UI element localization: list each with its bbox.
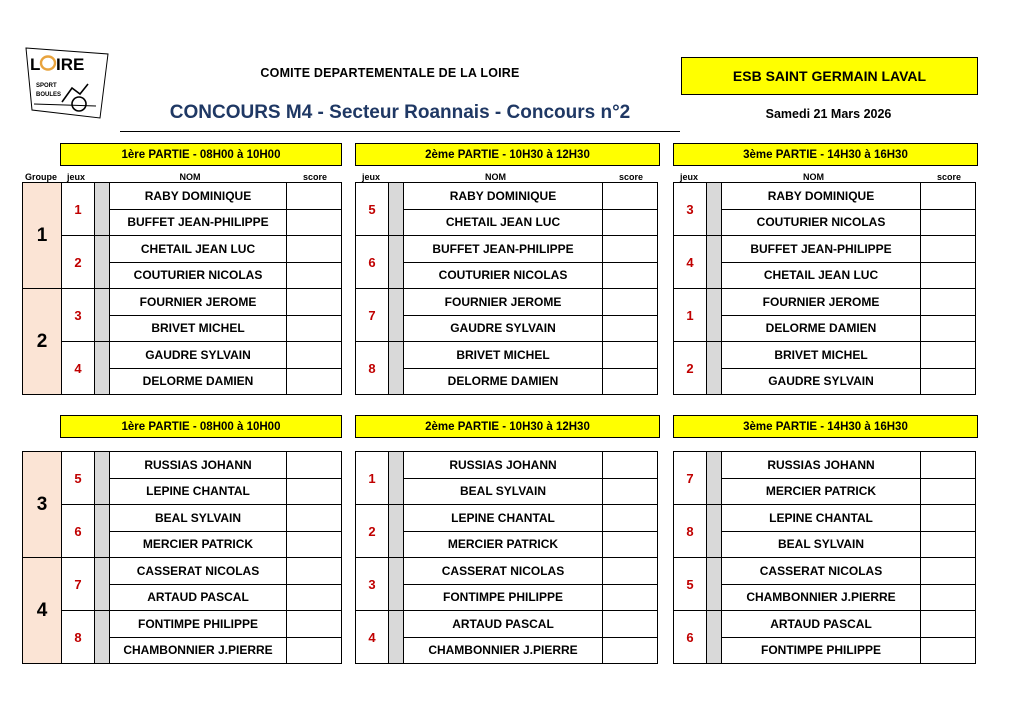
section2-column2	[355, 415, 658, 664]
title-divider	[120, 131, 680, 132]
score-cell[interactable]	[603, 368, 658, 395]
player-name: CHAMBONNIER J.PIERRE	[110, 637, 287, 664]
score-cell[interactable]	[921, 584, 976, 611]
player-name: RABY DOMINIQUE	[404, 183, 603, 210]
lane-marker	[707, 342, 722, 395]
score-cell[interactable]	[603, 584, 658, 611]
lane-marker	[707, 505, 722, 558]
score-cell[interactable]	[921, 236, 976, 263]
score-cell[interactable]	[921, 505, 976, 532]
group-number: 2	[23, 289, 62, 395]
header-score: score	[936, 172, 962, 182]
player-name: FONTIMPE PHILIPPE	[404, 584, 603, 611]
match-table-1-3	[673, 182, 976, 395]
match-table-1-1	[22, 182, 342, 395]
lane-marker	[389, 505, 404, 558]
header-nom: NOM	[485, 172, 506, 182]
table-row	[23, 289, 342, 316]
score-cell[interactable]	[921, 262, 976, 289]
player-name: CASSERAT NICOLAS	[110, 558, 287, 585]
player-name: CHAMBONNIER J.PIERRE	[404, 637, 603, 664]
score-cell[interactable]	[287, 183, 342, 210]
player-name: CASSERAT NICOLAS	[404, 558, 603, 585]
group-number: 1	[23, 183, 62, 289]
score-cell[interactable]	[287, 342, 342, 369]
player-name: CHAMBONNIER J.PIERRE	[722, 584, 921, 611]
lane-marker	[95, 289, 110, 342]
table-row	[674, 558, 976, 585]
game-number: 5	[356, 183, 389, 236]
game-number: 6	[62, 505, 95, 558]
game-number: 4	[356, 611, 389, 664]
lane-marker	[95, 236, 110, 289]
table-row	[356, 611, 658, 638]
player-name: COUTURIER NICOLAS	[722, 209, 921, 236]
table-row	[674, 289, 976, 316]
score-cell[interactable]	[921, 315, 976, 342]
player-name: GAUDRE SYLVAIN	[404, 315, 603, 342]
score-cell[interactable]	[287, 236, 342, 263]
table-row	[356, 289, 658, 316]
lane-marker	[389, 558, 404, 611]
lane-marker	[707, 611, 722, 664]
lane-marker	[389, 289, 404, 342]
score-cell[interactable]	[287, 452, 342, 479]
score-cell[interactable]	[287, 531, 342, 558]
player-name: GAUDRE SYLVAIN	[110, 342, 287, 369]
score-cell[interactable]	[287, 262, 342, 289]
lane-marker	[95, 611, 110, 664]
score-cell[interactable]	[603, 637, 658, 664]
player-name: RUSSIAS JOHANN	[404, 452, 603, 479]
lane-marker	[707, 183, 722, 236]
game-number: 3	[62, 289, 95, 342]
table-row	[356, 452, 658, 479]
table-row	[674, 183, 976, 210]
game-number: 1	[674, 289, 707, 342]
table-row	[356, 183, 658, 210]
player-name: FOURNIER JEROME	[722, 289, 921, 316]
player-name: BUFFET JEAN-PHILIPPE	[404, 236, 603, 263]
header-groupe: Groupe	[24, 172, 57, 182]
player-name: BRIVET MICHEL	[404, 342, 603, 369]
player-name: CASSERAT NICOLAS	[722, 558, 921, 585]
partie-banner-1-2: 2ème PARTIE - 10H30 à 12H30	[355, 143, 660, 166]
player-name: BRIVET MICHEL	[110, 315, 287, 342]
column-headers-1-2	[355, 166, 658, 182]
game-number: 8	[62, 611, 95, 664]
page-title: CONCOURS M4 - Secteur Roannais - Concours n°2	[169, 102, 631, 123]
player-name: DELORME DAMIEN	[110, 368, 287, 395]
match-table-2-1	[22, 451, 342, 664]
player-name: CHETAIL JEAN LUC	[404, 209, 603, 236]
player-name: COUTURIER NICOLAS	[404, 262, 603, 289]
score-cell[interactable]	[921, 531, 976, 558]
lane-marker	[95, 558, 110, 611]
score-cell[interactable]	[603, 183, 658, 210]
partie-banner-2-2: 2ème PARTIE - 10H30 à 12H30	[355, 415, 660, 438]
player-name: RABY DOMINIQUE	[722, 183, 921, 210]
game-number: 3	[674, 183, 707, 236]
lane-marker	[389, 236, 404, 289]
lane-marker	[707, 558, 722, 611]
table-row	[674, 611, 976, 638]
game-number: 3	[356, 558, 389, 611]
spacer	[355, 438, 658, 451]
score-cell[interactable]	[921, 478, 976, 505]
section1-column2	[355, 143, 658, 395]
lane-marker	[389, 611, 404, 664]
group-number: 3	[23, 452, 62, 558]
player-name: MERCIER PATRICK	[722, 478, 921, 505]
table-row	[674, 505, 976, 532]
lane-marker	[95, 452, 110, 505]
player-name: ARTAUD PASCAL	[404, 611, 603, 638]
player-name: BRIVET MICHEL	[722, 342, 921, 369]
table-row	[23, 611, 342, 638]
score-cell[interactable]	[603, 209, 658, 236]
lane-marker	[389, 342, 404, 395]
score-cell[interactable]	[921, 611, 976, 638]
player-name: BEAL SYLVAIN	[110, 505, 287, 532]
player-name: ARTAUD PASCAL	[722, 611, 921, 638]
player-name: RUSSIAS JOHANN	[110, 452, 287, 479]
section2-column3	[673, 415, 976, 664]
partie-banner-2-1: 1ère PARTIE - 08H00 à 10H00	[60, 415, 342, 438]
score-cell[interactable]	[287, 584, 342, 611]
match-table-2-2	[355, 451, 658, 664]
player-name: DELORME DAMIEN	[722, 315, 921, 342]
score-cell[interactable]	[287, 637, 342, 664]
table-row	[356, 342, 658, 369]
column-headers-1-3	[673, 166, 976, 182]
header-score: score	[618, 172, 644, 182]
svg-text:SPORT: SPORT	[36, 83, 57, 89]
score-cell[interactable]	[603, 558, 658, 585]
table-row	[674, 452, 976, 479]
table-row	[23, 342, 342, 369]
player-name: CHETAIL JEAN LUC	[722, 262, 921, 289]
partie-banner-1-3: 3ème PARTIE - 14H30 à 16H30	[673, 143, 978, 166]
player-name: FOURNIER JEROME	[404, 289, 603, 316]
header-jeux: jeux	[679, 172, 698, 182]
game-number: 7	[62, 558, 95, 611]
score-cell[interactable]	[603, 262, 658, 289]
player-name: FONTIMPE PHILIPPE	[722, 637, 921, 664]
score-cell[interactable]	[921, 342, 976, 369]
score-cell[interactable]	[603, 289, 658, 316]
game-number: 2	[62, 236, 95, 289]
score-cell[interactable]	[603, 531, 658, 558]
score-cell[interactable]	[287, 315, 342, 342]
lane-marker	[95, 505, 110, 558]
player-name: RUSSIAS JOHANN	[722, 452, 921, 479]
header-score: score	[302, 172, 328, 182]
club-name-box: ESB SAINT GERMAIN LAVAL	[681, 57, 978, 95]
player-name: BEAL SYLVAIN	[404, 478, 603, 505]
game-number: 8	[674, 505, 707, 558]
game-number: 8	[356, 342, 389, 395]
player-name: MERCIER PATRICK	[404, 531, 603, 558]
group-number: 4	[23, 558, 62, 664]
player-name: FONTIMPE PHILIPPE	[110, 611, 287, 638]
score-cell[interactable]	[921, 558, 976, 585]
score-cell[interactable]	[921, 289, 976, 316]
game-number: 6	[674, 611, 707, 664]
partie-banner-1-1: 1ère PARTIE - 08H00 à 10H00	[60, 143, 342, 166]
loire-sport-boules-logo	[22, 44, 112, 126]
table-row	[23, 183, 342, 210]
player-name: FOURNIER JEROME	[110, 289, 287, 316]
lane-marker	[707, 452, 722, 505]
column-headers-1-1	[22, 166, 342, 182]
player-name: LEPINE CHANTAL	[404, 505, 603, 532]
table-row	[356, 236, 658, 263]
spacer	[673, 438, 976, 451]
score-cell[interactable]	[921, 183, 976, 210]
header-nom: NOM	[803, 172, 824, 182]
score-cell[interactable]	[603, 478, 658, 505]
section2-column1	[22, 415, 342, 664]
score-cell[interactable]	[603, 452, 658, 479]
score-cell[interactable]	[603, 505, 658, 532]
section1-column1	[22, 143, 342, 395]
game-number: 6	[356, 236, 389, 289]
player-name: LEPINE CHANTAL	[110, 478, 287, 505]
spacer	[22, 438, 342, 451]
table-row	[674, 236, 976, 263]
score-cell[interactable]	[287, 505, 342, 532]
header-jeux: jeux	[66, 172, 85, 182]
game-number: 1	[356, 452, 389, 505]
score-cell[interactable]	[603, 315, 658, 342]
header-jeux: jeux	[361, 172, 380, 182]
game-number: 2	[356, 505, 389, 558]
lane-marker	[389, 183, 404, 236]
player-name: MERCIER PATRICK	[110, 531, 287, 558]
score-cell[interactable]	[603, 342, 658, 369]
score-cell[interactable]	[603, 611, 658, 638]
game-number: 4	[674, 236, 707, 289]
header-nom: NOM	[179, 172, 201, 182]
player-name: DELORME DAMIEN	[404, 368, 603, 395]
table-row	[23, 505, 342, 532]
score-cell[interactable]	[287, 289, 342, 316]
table-row	[674, 342, 976, 369]
game-number: 1	[62, 183, 95, 236]
comite-title: COMITE DEPARTEMENTALE DE LA LOIRE	[260, 66, 520, 80]
score-cell[interactable]	[921, 209, 976, 236]
player-name: RABY DOMINIQUE	[110, 183, 287, 210]
table-row	[356, 505, 658, 532]
player-name: COUTURIER NICOLAS	[110, 262, 287, 289]
section1-column3	[673, 143, 976, 395]
match-table-2-3	[673, 451, 976, 664]
score-cell[interactable]	[287, 558, 342, 585]
score-cell[interactable]	[287, 209, 342, 236]
table-row	[23, 452, 342, 479]
lane-marker	[95, 342, 110, 395]
player-name: ARTAUD PASCAL	[110, 584, 287, 611]
score-cell[interactable]	[603, 236, 658, 263]
game-number: 7	[356, 289, 389, 342]
table-row	[356, 558, 658, 585]
player-name: BUFFET JEAN-PHILIPPE	[722, 236, 921, 263]
match-table-1-2	[355, 182, 658, 395]
player-name: CHETAIL JEAN LUC	[110, 236, 287, 263]
score-cell[interactable]	[921, 368, 976, 395]
score-cell[interactable]	[287, 611, 342, 638]
lane-marker	[707, 289, 722, 342]
event-date: Samedi 21 Mars 2026	[765, 107, 892, 121]
table-row	[23, 236, 342, 263]
svg-text:BOULES: BOULES	[36, 92, 62, 98]
lane-marker	[389, 452, 404, 505]
svg-text:IRE: IRE	[56, 55, 85, 74]
game-number: 4	[62, 342, 95, 395]
game-number: 5	[62, 452, 95, 505]
player-name: BUFFET JEAN-PHILIPPE	[110, 209, 287, 236]
player-name: LEPINE CHANTAL	[722, 505, 921, 532]
score-cell[interactable]	[921, 452, 976, 479]
table-row	[23, 558, 342, 585]
player-name: GAUDRE SYLVAIN	[722, 368, 921, 395]
player-name: BEAL SYLVAIN	[722, 531, 921, 558]
lane-marker	[95, 183, 110, 236]
score-cell[interactable]	[287, 478, 342, 505]
score-cell[interactable]	[287, 368, 342, 395]
game-number: 7	[674, 452, 707, 505]
partie-banner-2-3: 3ème PARTIE - 14H30 à 16H30	[673, 415, 978, 438]
score-cell[interactable]	[921, 637, 976, 664]
lane-marker	[707, 236, 722, 289]
game-number: 2	[674, 342, 707, 395]
svg-text:L: L	[30, 55, 41, 74]
game-number: 5	[674, 558, 707, 611]
